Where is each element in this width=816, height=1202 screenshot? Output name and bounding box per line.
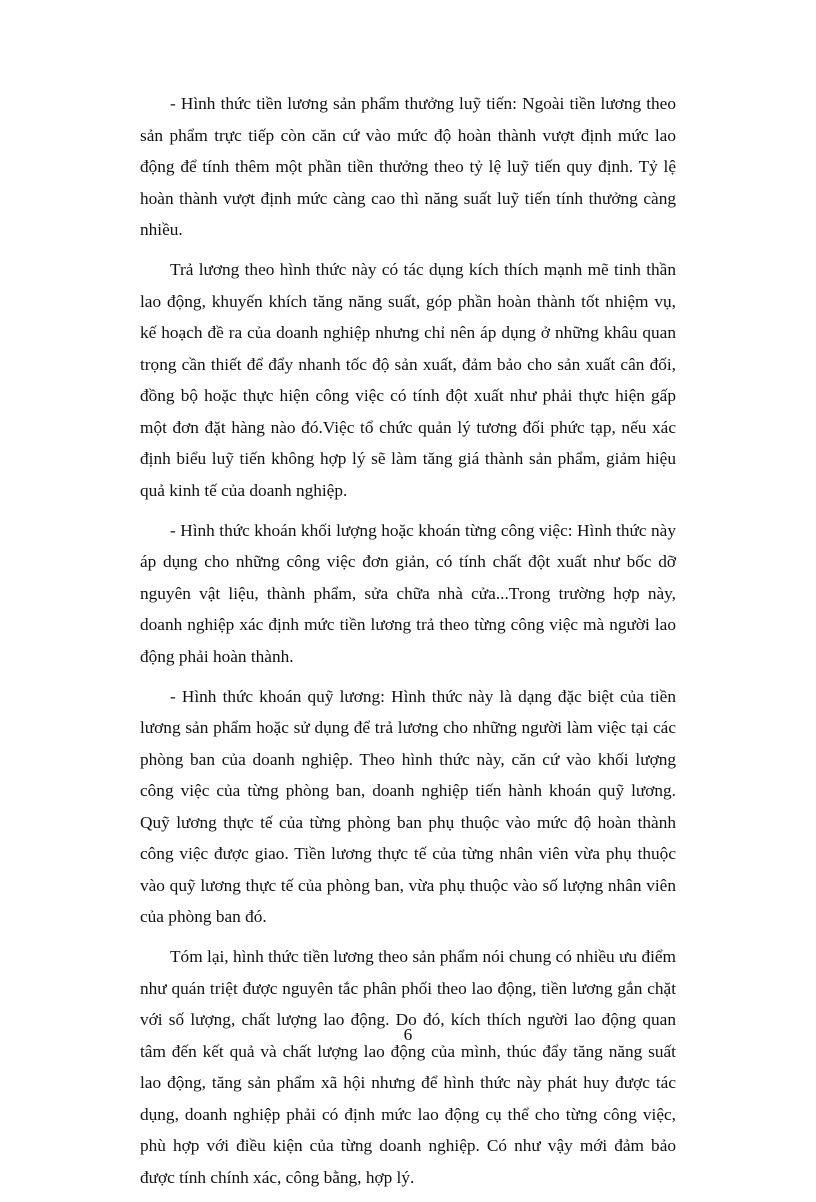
paragraph-lump-sum-work: - Hình thức khoán khối lượng hoặc khoán từng công việc: Hình thức này áp dụng cho những công việc đơn giản, có tính chất đột xuất như bốc dỡ nguyên vật liệu, thành phẩm, sửa chữa nhà cửa...Trong trường hợp này, doanh nghiệp xác định mức tiền lương trả theo từng công việc mà người lao động phải hoàn thành. [140, 520, 676, 666]
paragraph-salary-fund: - Hình thức khoán quỹ lương: Hình thức này là dạng đặc biệt của tiền lương sản phẩm hoặc sử dụng để trả lương cho những người làm việc tại các phòng ban của doanh nghiệp. Theo hình thức này, căn cứ vào khối lượng công việc của từng phòng ban, doanh nghiệp tiến hành khoán quỹ lương. Quỹ lương thực tế của từng phòng ban phụ thuộc vào mức độ hoàn thành công việc được giao. Tiền lương thực tế của từng nhân viên vừa phụ thuộc vào quỹ lương thực tế của phòng ban, vừa phụ thuộc vào số lượng nhân viên của phòng ban đó. [140, 686, 676, 926]
paragraph-progressive-bonus: - Hình thức tiền lương sản phẩm thưởng luỹ tiến: Ngoài tiền lương theo sản phẩm trực tiếp còn căn cứ vào mức độ hoàn thành vượt định mức lao động để tính thêm một phần tiền thưởng theo tỷ lệ luỹ tiến quy định. Tỷ lệ hoàn thành vượt định mức càng cao thì năng suất luỹ tiến tính thưởng càng nhiều. [140, 94, 676, 239]
page-number: 6 [403, 1025, 413, 1044]
paragraph-summary: Tóm lại, hình thức tiền lương theo sản phẩm nói chung có nhiều ưu điểm như quán triệt được nguyên tắc phân phối theo lao động, tiền lương gắn chặt với số lượng, chất lượng lao động. Do đó, kích thích người lao động quan tâm đến kết quả và chất lượng lao động của mình, thúc đẩy tăng năng suất lao động, tăng sản phẩm xã hội nhưng để hình thức này phát huy được tác dụng, doanh nghiệp phải có định mức lao động cụ thể cho từng công việc, phù hợp với điều kiện của từng doanh nghiệp. Có như vậy mới đảm bảo được tính chính xác, công bằng, hợp lý. [140, 947, 676, 1187]
paragraph-effects: Trả lương theo hình thức này có tác dụng kích thích mạnh mẽ tinh thần lao động, khuyến khích tăng năng suất, góp phần hoàn thành tốt nhiệm vụ, kế hoạch đề ra của doanh nghiệp nhưng chỉ nên áp dụng ở những khâu quan trọng cần thiết để đẩy nhanh tốc độ sản xuất, đảm bảo cho sản xuất cân đối, đồng bộ hoặc thực hiện công việc có tính đột xuất như phải thực hiện gấp một đơn đặt hàng nào đó.Việc tổ chức quản lý tương đối phức tạp, nếu xác định biểu luỹ tiến không hợp lý sẽ làm tăng giá thành sản phẩm, giảm hiệu quả kinh tế của doanh nghiệp. [140, 260, 676, 500]
